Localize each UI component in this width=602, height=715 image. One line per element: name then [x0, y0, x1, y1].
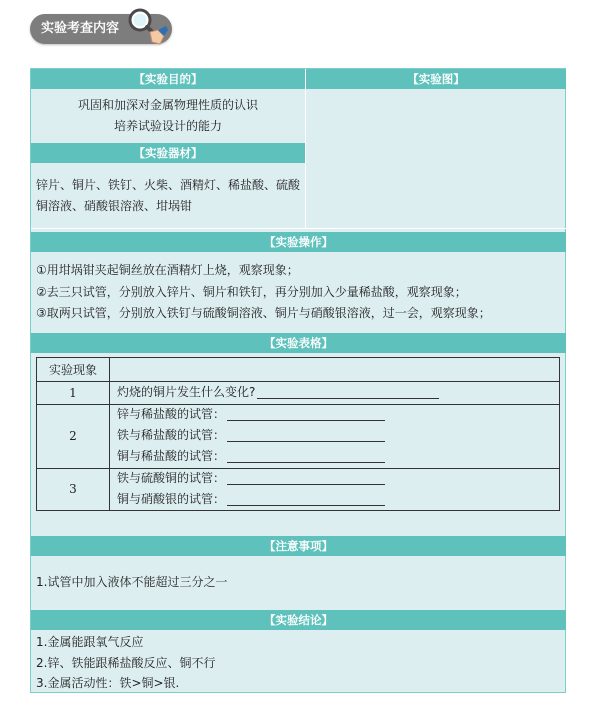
answer-blank	[227, 408, 385, 421]
row-item: 铜与硝酸银的试管：	[117, 492, 226, 506]
table-head-row	[37, 358, 559, 382]
experiment-table	[36, 357, 560, 511]
row-item: 锌与稀盐酸的试管：	[117, 407, 226, 421]
equipment-text	[36, 175, 304, 217]
equipment-header: 【实验器材】	[31, 143, 305, 163]
operation-steps	[36, 260, 564, 325]
row-index: 3	[37, 468, 110, 510]
badge-title: 实验考查内容	[41, 21, 120, 36]
experiment-sheet	[30, 68, 566, 693]
answer-blank	[257, 386, 439, 399]
equipment-line: 锌片、铜片、铁钉、火柴、酒精灯、稀盐酸、硫酸	[36, 178, 301, 192]
table-row	[37, 468, 559, 510]
row-item: 灼烧的铜片发生什么变化?	[117, 385, 256, 399]
row-item: 铜与稀盐酸的试管：	[117, 449, 226, 463]
operation-header: 【实验操作】	[31, 232, 566, 252]
purpose-text	[31, 95, 305, 137]
row-index: 2	[37, 404, 110, 468]
purpose-header: 【实验目的】	[31, 69, 305, 89]
row-item: 铁与稀盐酸的试管：	[117, 428, 226, 442]
conclusion-header: 【实验结论】	[31, 610, 566, 630]
notes-header: 【注意事项】	[31, 536, 566, 556]
notes-line: 1.试管中加入液体不能超过三分之一	[36, 575, 228, 589]
diagram-header: 【实验图】	[306, 69, 566, 89]
diagram-area	[306, 89, 566, 228]
answer-blank	[227, 429, 385, 442]
operation-step: ③取两只试管，分别放入铁钉与硫酸铜溶液、铜片与硝酸银溶液，过一会，观察现象；	[36, 306, 491, 320]
row-item: 铁与硫酸铜的试管：	[117, 471, 226, 485]
operation-step: ①用坩埚钳夹起铜丝放在酒精灯上烧，观察现象；	[36, 263, 299, 277]
conclusion-line: 2.锌、铁能跟稀盐酸反应、铜不行	[36, 655, 216, 670]
conclusion-text	[36, 632, 564, 694]
table-row	[37, 404, 559, 469]
column-divider	[305, 69, 306, 228]
equipment-line: 铜溶液、硝酸银溶液、坩埚钳	[36, 199, 193, 213]
purpose-line: 巩固和加深对金属物理性质的认识	[77, 98, 258, 112]
notes-text	[36, 572, 564, 593]
row-index: 1	[37, 381, 110, 404]
table-header: 【实验表格】	[31, 333, 566, 353]
row-divider	[31, 228, 566, 229]
operation-step: ②去三只试管，分别放入锌片、铜片和铁钉，再分别加入少量稀盐酸，观察现象；	[36, 284, 467, 299]
conclusion-line: 3.金属活动性：铁>铜>银.	[36, 676, 180, 690]
answer-blank	[227, 472, 385, 485]
table-row	[37, 381, 559, 405]
purpose-line: 培养试验设计的能力	[113, 119, 222, 133]
magnifier-icon	[124, 6, 168, 46]
conclusion-line: 1.金属能跟氧气反应	[36, 635, 144, 649]
answer-blank	[227, 450, 385, 463]
table-head-label: 实验现象	[37, 358, 110, 381]
answer-blank	[227, 493, 385, 506]
